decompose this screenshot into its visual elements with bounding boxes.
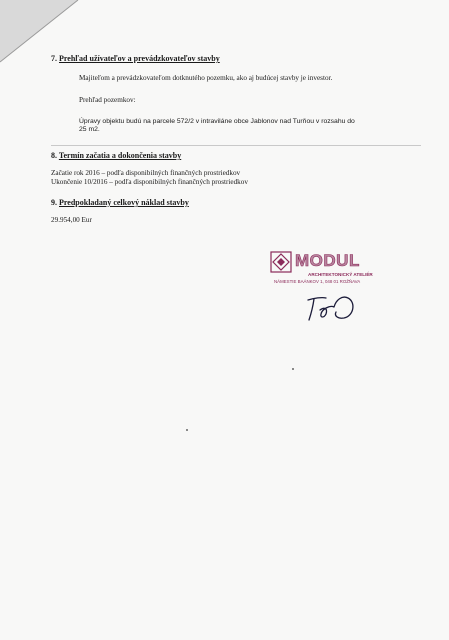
stamp-address: NÁMESTIE BAÁNKOV 1, 048 01 ROŽŇAVA [274, 279, 361, 284]
section-9-number: 9. [51, 198, 57, 207]
section-9-title: Predpokladaný celkový náklad stavby [59, 198, 189, 207]
total-cost-amount: 29.954,00 Eur [51, 216, 92, 224]
stamp-brand: MODUL [295, 251, 360, 270]
section-7-number: 7. [51, 54, 57, 63]
stamp-logo-icon [270, 251, 292, 273]
plots-heading: Prehľad pozemkov: [79, 96, 136, 104]
owner-paragraph: Majiteľom a prevádzkovateľom dotknutého pozemku, ako aj budúcej stavby je investor. [79, 74, 333, 82]
handwritten-signature [300, 290, 360, 324]
scan-speck [186, 429, 188, 431]
company-stamp [270, 251, 380, 291]
section-8-title: Termín začatia a dokončenia stavby [58, 151, 182, 160]
section-8-heading [51, 151, 181, 160]
plots-line-2: 25 m2. [79, 126, 100, 133]
section-8-number: 8. [51, 151, 57, 160]
end-date-line: Ukončenie 10/2016 – podľa disponibilných finančných prostriedkov [51, 178, 248, 186]
start-date-line: Začatie rok 2016 – podľa disponibilných finančných prostriedkov [51, 169, 241, 177]
plots-line-1: Úpravy objektu budú na parcele 572/2 v intraviláne obce Jablonov nad Turňou v rozsahu do [79, 118, 355, 125]
section-7-heading [51, 54, 220, 63]
scan-speck [292, 368, 294, 370]
divider-line [51, 145, 421, 146]
section-9-heading [51, 198, 189, 207]
section-7-title: Prehľad užívateľov a prevádzkovateľov stavby [59, 54, 220, 63]
stamp-subtitle: ARCHITEKTONICKÝ ATELIÉR [308, 272, 373, 277]
